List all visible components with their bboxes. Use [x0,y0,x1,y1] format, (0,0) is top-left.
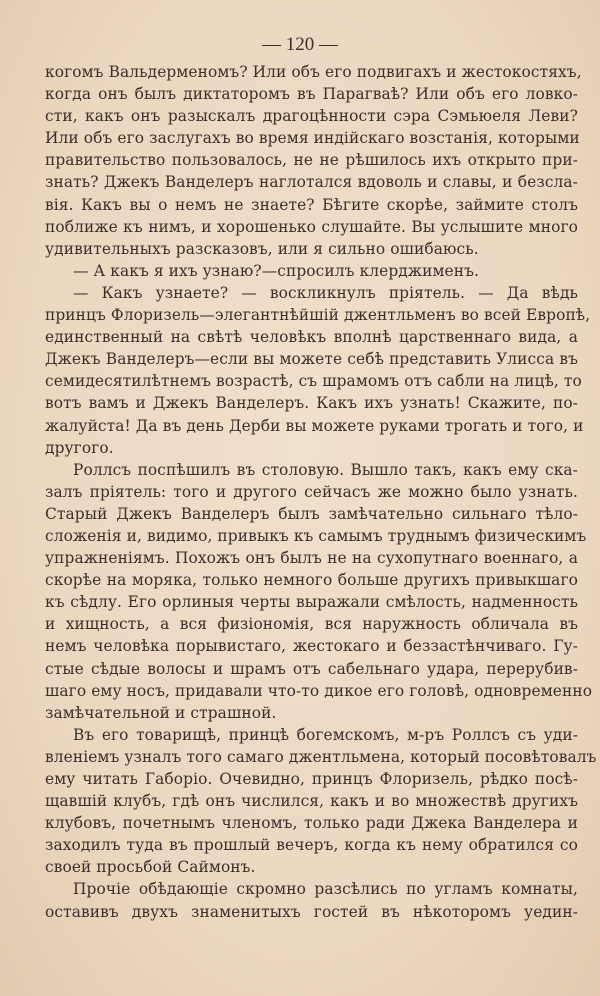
text-line: сти, какъ онъ разыскалъ драгоцѣнности сэра Сэмьюеля Леви? [45,107,578,126]
text-line: вотъ вамъ и Джекъ Ванделеръ. Какъ ихъ узнать! Скажите, по- [45,394,578,413]
text-line: немъ человѣка порывистаго, жестокаго и беззастѣнчиваго. Гу- [45,637,578,656]
text-line: замѣчательной и страшной. [45,703,277,722]
text-line: Роллсъ поспѣшилъ въ столовую. Вышло такъ, какъ ему ска- [73,460,578,479]
text-line: сложенія и, видимо, привыкъ къ самымъ труднымъ физическимъ [45,526,587,545]
text-line: — Какъ узнаете? — воскликнулъ пріятель. — Да вѣдь [73,283,578,302]
text-line: своей просьбой Саймонъ. [45,858,256,877]
text-line: — А какъ я ихъ узнаю?—спросилъ клерджименъ. [73,261,479,280]
text-line: стые сѣдые волосы и шрамъ отъ сабельнаго удара, перерубив- [45,659,578,678]
paragraph [45,724,597,879]
text-line: упражненіямъ. Похожъ онъ былъ не на сухопутнаго военнаго, а [45,549,578,568]
text-line: вія. Какъ вы о немъ не знаете? Бѣгите скорѣе, займите столъ [45,195,578,214]
text-line: ему читать Габоріо. Очевидно, принцъ Флоризель, рѣдко посѣ- [45,770,578,788]
paragraph [45,260,578,282]
text-line: щавшій клубъ, гдѣ онъ числился, какъ и во множествѣ другихъ [45,792,578,811]
text-line: Джекъ Ванделеръ—если вы можете себѣ представить Улисса въ [45,350,578,369]
text-line: семидесятилѣтнемъ возрастѣ, съ шрамомъ отъ сабли на лицѣ, то [45,372,582,391]
page-number: — 120 — [262,34,338,55]
text-line: клубовъ, почетнымъ членомъ, только ради Джека Ванделера и [45,814,578,833]
text-line: залъ пріятель: того и другого сейчасъ же можно было узнать. [45,482,578,501]
text-line: и хищность, а вся физіономія, вся наружность обличала въ [45,615,578,634]
page-body [45,61,597,923]
text-line: знать? Джекъ Ванделеръ наглотался вдоволь и славы, и безсла- [45,173,578,192]
text-line: удивительныхъ разсказовъ, или я сильно ошибаюсь. [45,239,479,258]
text-line: скорѣе на моряка, только немного больше другихъ привыкшаго [45,571,578,590]
paragraph [45,459,593,724]
text-line: поближе къ нимъ, и хорошенько слушайте. Вы услышите много [45,217,578,236]
text-line: оставивъ двухъ знаменитыхъ гостей въ нѣкоторомъ уедин- [45,902,578,921]
paragraph [45,282,591,459]
text-line: шаго ему носъ, придавали что-то дикое его головѣ, одновременно [45,681,593,700]
text-line: къ сѣдлу. Его орлиныя черты выражали смѣлость, надменность [45,593,578,612]
text-line: принцъ Флоризель—элегантнѣйшій джентльменъ во всей Европѣ, [45,306,591,325]
text-line: Старый Джекъ Ванделеръ былъ замѣчательно сильнаго тѣло- [45,504,578,523]
text-line: единственный на свѣтѣ человѣкъ вполнѣ царственнаго вида, а [45,328,578,347]
text-line: Въ его товарищѣ, принцѣ богемскомъ, м-ръ Роллсъ съ уди- [73,725,578,744]
text-line: жалуйста! Да въ день Дерби вы можете руками трогать и того, и [45,416,584,435]
text-line: правительство пользовалось, не не рѣшилось ихъ открыто при- [45,151,578,170]
paragraph [45,61,582,260]
text-line: Прочіе обѣдающіе скромно разсѣлись по угламъ комнаты, [73,880,578,899]
paragraph [45,878,578,922]
text-line: другого. [45,438,114,457]
text-line: Или объ его заслугахъ во время индійскаго возстанія, которыми [45,129,580,148]
text-line: вленіемъ узналъ того самаго джентльмена, который посовѣтовалъ [45,747,597,766]
text-line: когомъ Вальдерменомъ? Или объ его подвигахъ и жестокостяхъ, [45,63,582,81]
text-line: когда онъ былъ диктаторомъ въ Парагваѣ? Или объ его ловко- [45,85,578,104]
text-line: заходилъ туда въ прошлый вечеръ, когда къ нему обратился со [45,836,578,855]
